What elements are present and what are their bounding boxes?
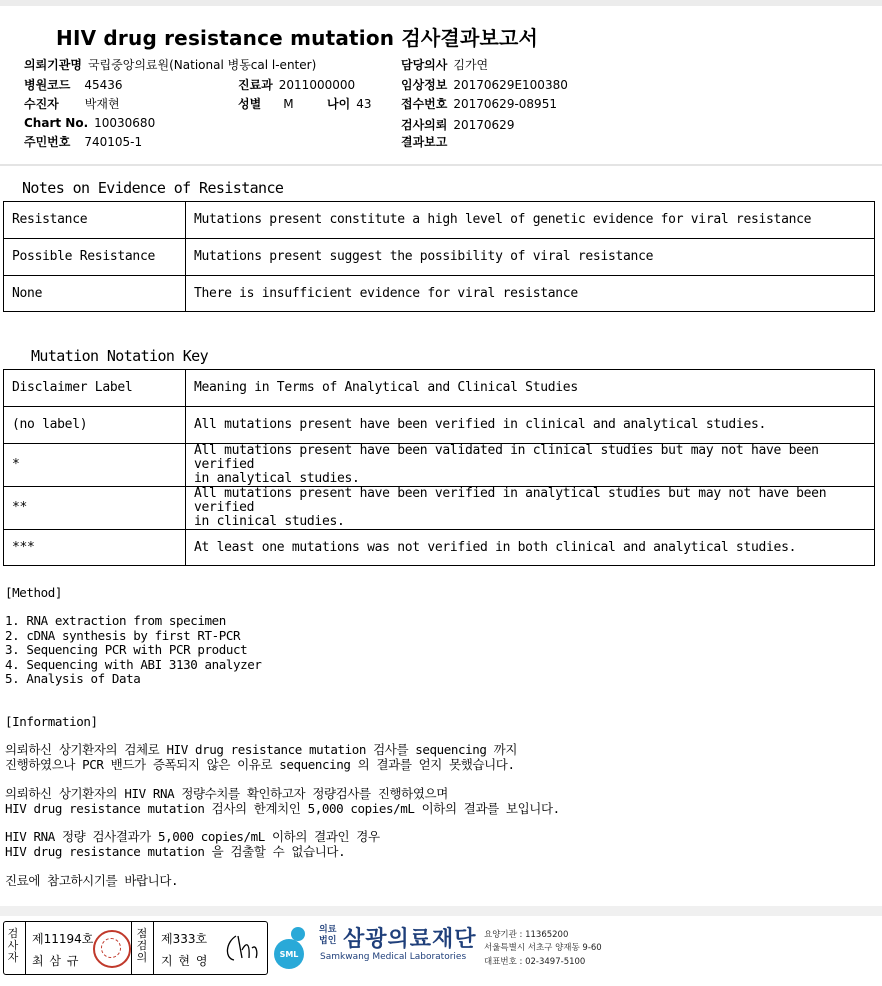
- table-row: [4, 202, 875, 239]
- receipt-no-value: 20170629-08951: [453, 97, 557, 111]
- department-row: [238, 76, 355, 93]
- sex-value: M: [283, 97, 294, 111]
- test-request-row: [401, 116, 514, 133]
- information-line: HIV drug resistance mutation 을 검출할 수 없습니다.: [5, 843, 346, 859]
- table-row: [4, 370, 875, 407]
- notation-desc: [186, 487, 875, 530]
- age-row: [327, 95, 371, 112]
- information-line: 의뢰하신 상기환자의 검체로 HIV drug resistance mutation 검사를 sequencing 까지: [5, 742, 518, 757]
- sex-label: 성별: [238, 97, 262, 111]
- result-report-label: 결과보고: [401, 135, 448, 149]
- patient-label: 수진자: [24, 97, 59, 111]
- method-step: 5. Analysis of Data: [5, 671, 141, 686]
- information-heading: [Information]: [5, 714, 98, 729]
- notation-desc-line: in analytical studies.: [194, 471, 360, 486]
- divider: [153, 921, 154, 975]
- window-top-band: [0, 0, 882, 6]
- table-row: [4, 487, 875, 530]
- evidence-term: Possible Resistance: [4, 239, 186, 276]
- notation-desc: [186, 444, 875, 487]
- chart-no-label: Chart No.: [24, 116, 89, 130]
- information-line: 의뢰하신 상기환자의 HIV RNA 정량수치를 확인하고자 정량검사를 진행하였으며: [5, 786, 448, 801]
- notation-term: *: [4, 444, 186, 487]
- lab-code: 요양기관 : 11365200: [484, 930, 569, 940]
- notation-desc-line: in clinical studies.: [194, 514, 345, 529]
- tester-license: 제11194호: [32, 932, 94, 946]
- notation-header-term: Disclaimer Label: [4, 370, 186, 407]
- patient-row: [24, 95, 120, 112]
- information-paragraph: [5, 874, 178, 889]
- notation-desc: All mutations present have been verified in clinical and analytical studies.: [186, 407, 875, 444]
- hospital-code-value: 45436: [84, 78, 123, 92]
- result-report-row: [401, 133, 453, 150]
- evidence-table: [3, 201, 875, 312]
- notation-table: [3, 369, 875, 566]
- lab-prefix: [319, 925, 336, 947]
- age-label: 나이: [327, 97, 351, 111]
- institution-value: 국립중앙의료원(National 병동cal l-enter): [87, 58, 317, 72]
- evidence-heading: Notes on Evidence of Resistance: [22, 179, 284, 197]
- receipt-no-row: [401, 95, 557, 112]
- department-label: 진료과: [238, 78, 273, 92]
- divider: [131, 921, 132, 975]
- sml-logo-text: SML: [279, 950, 299, 959]
- information-line: 진행하였으나 PCR 밴드가 증폭되지 않은 이유로 sequencing 의 결과를 얻지 못했습니다.: [5, 756, 515, 772]
- reviewer-label: 점검의: [136, 927, 148, 964]
- clinical-info-row: [401, 76, 568, 93]
- clinical-info-value: 20170629E100380: [453, 78, 568, 92]
- lab-prefix-text: 의료 법인: [319, 925, 337, 946]
- divider: [25, 921, 26, 975]
- evidence-term: None: [4, 276, 186, 312]
- method-step: 3. Sequencing PCR with PCR product: [5, 642, 248, 657]
- resident-no-row: [24, 133, 142, 150]
- method-step: 1. RNA extraction from specimen: [5, 613, 226, 628]
- information-line: HIV drug resistance mutation 검사의 한계치인 5,000 copies/mL 이하의 결과를 보입니다.: [5, 800, 560, 816]
- reviewer-name: 지 현 영: [161, 954, 209, 968]
- lab-phone: 대표번호 : 02-3497-5100: [484, 957, 586, 967]
- table-row: [4, 444, 875, 487]
- tester-seal: [93, 930, 131, 968]
- evidence-term: Resistance: [4, 202, 186, 239]
- test-request-label: 검사의뢰: [401, 118, 448, 132]
- tester-name: 최 삼 규: [32, 954, 80, 968]
- evidence-desc: Mutations present suggest the possibility of viral resistance: [186, 239, 875, 276]
- doctor-label: 담당의사: [401, 58, 448, 72]
- doctor-value: 김가연: [453, 58, 489, 72]
- information-line: HIV RNA 정량 검사결과가 5,000 copies/mL 이하의 결과인 경우: [5, 829, 380, 844]
- institution-row: [24, 56, 316, 73]
- lab-english-name: Samkwang Medical Laboratories: [320, 952, 467, 962]
- notation-desc-line: All mutations present have been validated in clinical studies but may not have been verified: [194, 443, 819, 472]
- resident-no-label: 주민번호: [24, 135, 71, 149]
- information-paragraph: [5, 787, 560, 816]
- notation-term: (no label): [4, 407, 186, 444]
- notation-heading: Mutation Notation Key: [31, 347, 209, 365]
- resident-no-value: 740105-1: [84, 135, 143, 149]
- sml-logo-icon: [272, 924, 314, 970]
- tester-label: 검사자: [7, 927, 19, 964]
- institution-label: 의뢰기관명: [24, 58, 82, 72]
- table-row: [4, 407, 875, 444]
- table-row: [4, 530, 875, 566]
- lab-name: 삼광의료재단: [343, 927, 477, 952]
- notation-term: ***: [4, 530, 186, 566]
- hospital-code-row: [24, 76, 123, 93]
- evidence-desc: There is insufficient evidence for viral resistance: [186, 276, 875, 312]
- method-steps: [5, 614, 262, 687]
- hospital-code-label: 병원코드: [24, 78, 71, 92]
- notation-term: **: [4, 487, 186, 530]
- method-heading: [Method]: [5, 585, 63, 600]
- table-row: [4, 276, 875, 312]
- evidence-desc: Mutations present constitute a high level of genetic evidence for viral resistance: [186, 202, 875, 239]
- information-paragraph: [5, 830, 380, 859]
- department-value: 2011000000: [278, 78, 356, 92]
- information-paragraph: [5, 743, 517, 772]
- footer-band: [0, 906, 882, 916]
- doctor-row: [401, 56, 488, 73]
- notation-header-desc: Meaning in Terms of Analytical and Clinical Studies: [186, 370, 875, 407]
- test-request-value: 20170629: [453, 118, 515, 132]
- method-step: 4. Sequencing with ABI 3130 analyzer: [5, 656, 262, 672]
- sex-row: [238, 95, 294, 112]
- notation-desc: At least one mutations was not verified in both clinical and analytical studies.: [186, 530, 875, 566]
- chart-no-value: 10030680: [94, 116, 156, 130]
- lab-address: 서울특별시 서초구 양재동 9-60: [484, 943, 602, 953]
- table-row: [4, 239, 875, 276]
- clinical-info-label: 임상정보: [401, 78, 448, 92]
- reviewer-signature: [222, 928, 260, 968]
- method-step: 2. cDNA synthesis by first RT-PCR: [5, 627, 241, 643]
- receipt-no-label: 접수번호: [401, 97, 448, 111]
- header-divider: [0, 164, 882, 166]
- notation-desc-line: All mutations present have been verified in analytical studies but may not have been verified: [194, 486, 827, 515]
- information-line: 진료에 참고하시기를 바랍니다.: [5, 873, 179, 888]
- age-value: 43: [356, 97, 372, 111]
- patient-value: 박재현: [84, 97, 120, 111]
- report-title: HIV drug resistance mutation 검사결과보고서: [56, 26, 539, 50]
- reviewer-license: 제333호: [161, 932, 208, 946]
- chart-no-row: [24, 116, 155, 130]
